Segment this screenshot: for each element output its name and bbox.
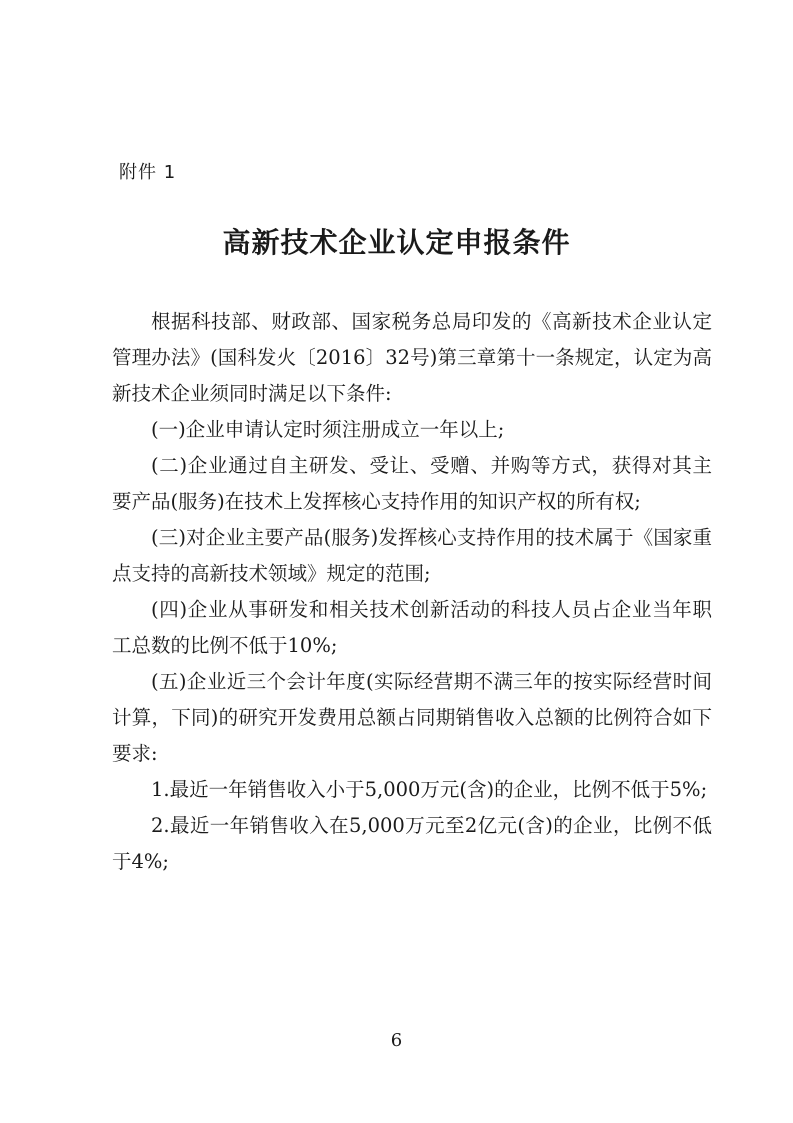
paragraph-condition-2: (二)企业通过自主研发、受让、受赠、并购等方式，获得对其主要产品(服务)在技术上发挥核心支持作用的知识产权的所有权; (112, 454, 712, 513)
paragraph-sub-item-1: 1.最近一年销售收入小于5,000万元(含)的企业，比例不低于5%; (151, 778, 708, 801)
paragraph-condition-5: (五)企业近三个会计年度(实际经营期不满三年的按实际经营时间计算，下同)的研究开发费用总额占同期销售收入总额的比例符合如下要求: (112, 670, 712, 765)
paragraph-sub-item-2: 2.最近一年销售收入在5,000万元至2亿元(含)的企业，比例不低于4%; (112, 814, 712, 873)
paragraph-condition-4: (四)企业从事研发和相关技术创新活动的科技人员占企业当年职工总数的比例不低于10%; (112, 598, 712, 657)
paragraph-condition-3: (三)对企业主要产品(服务)发挥核心支持作用的技术属于《国家重点支持的高新技术领域》规定的范围; (112, 526, 712, 585)
paragraph-intro: 根据科技部、财政部、国家税务总局印发的《高新技术企业认定管理办法》(国科发火〔2016〕32号)第三章第十一条规定，认定为高新技术企业须同时满足以下条件: (112, 310, 712, 405)
attachment-label: 附件 1 (119, 162, 177, 183)
document-body (112, 304, 712, 880)
page-number: 6 (390, 1030, 403, 1051)
paragraph-condition-1: (一)企业申请认定时须注册成立一年以上; (151, 418, 505, 441)
document-title: 高新技术企业认定申报条件 (222, 226, 571, 259)
